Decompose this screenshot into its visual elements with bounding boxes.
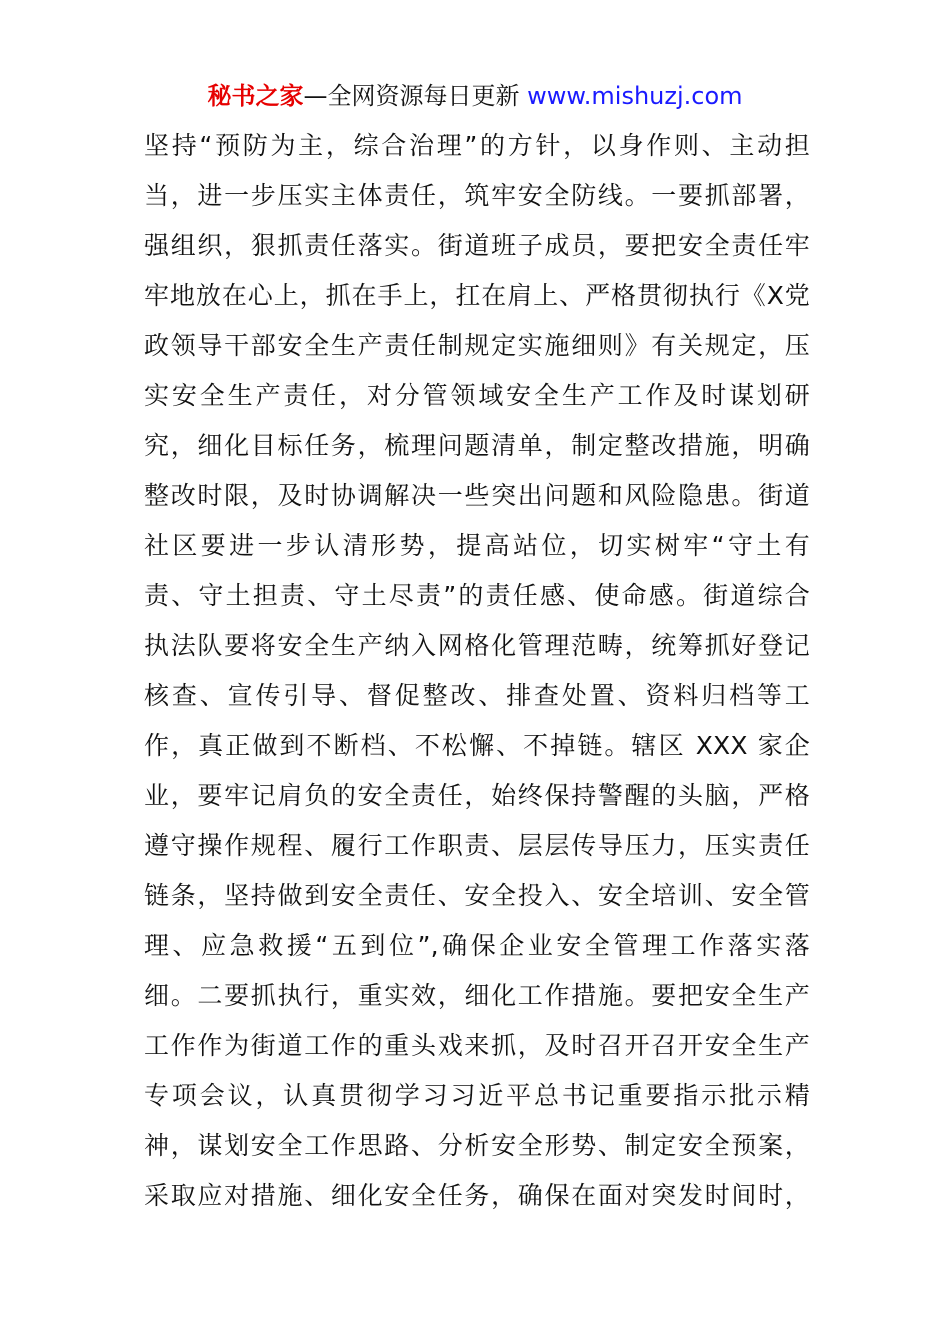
text-line: 当，进一步压实主体责任，筑牢安全防线。一要抓部署， xyxy=(144,181,810,210)
text-line: 采取应对措施、细化安全任务，确保在面对突发时间时， xyxy=(144,1181,810,1210)
text-line: 坚持“预防为主，综合治理”的方针，以身作则、主动担 xyxy=(144,131,810,160)
text-line: 专项会议，认真贯彻学习习近平总书记重要指示批示精 xyxy=(144,1081,810,1110)
brand-name: 秘书之家 xyxy=(207,82,304,110)
text-line: 作，真正做到不断档、不松懈、不掉链。辖区 XXX 家企 xyxy=(144,731,810,760)
text-line: 核查、宣传引导、督促整改、排查处置、资料归档等工 xyxy=(144,681,810,710)
text-line: 责、守土担责、守土尽责”的责任感、使命感。街道综合 xyxy=(144,581,810,610)
text-line: 牢地放在心上，抓在手上，扛在肩上、严格贯彻执行《X党 xyxy=(144,281,810,310)
text-line: 实安全生产责任，对分管领域安全生产工作及时谋划研 xyxy=(144,381,810,410)
text-line: 工作作为街道工作的重头戏来抓，及时召开召开安全生产 xyxy=(144,1031,810,1060)
page-header xyxy=(0,78,950,114)
text-line: 执法队要将安全生产纳入网格化管理范畴，统筹抓好登记 xyxy=(144,631,810,660)
text-line: 强组织，狠抓责任落实。街道班子成员，要把安全责任牢 xyxy=(144,231,810,260)
text-line: 遵守操作规程、履行工作职责、层层传导压力，压实责任 xyxy=(144,831,810,860)
text-line: 业，要牢记肩负的安全责任，始终保持警醒的头脑，严格 xyxy=(144,781,810,810)
text-line: 神，谋划安全工作思路、分析安全形势、制定安全预案， xyxy=(144,1131,810,1160)
header-tagline: —全网资源每日更新 xyxy=(303,82,520,110)
body-text xyxy=(144,121,810,1221)
text-line: 社区要进一步认清形势，提高站位，切实树牢“守土有 xyxy=(144,531,810,560)
text-line: 政领导干部安全生产责任制规定实施细则》有关规定，压 xyxy=(144,331,810,360)
text-line: 理、应急救援“五到位”,确保企业安全管理工作落实落 xyxy=(144,931,810,960)
text-line: 链条，坚持做到安全责任、安全投入、安全培训、安全管 xyxy=(144,881,810,910)
text-line: 究，细化目标任务，梳理问题清单，制定整改措施，明确 xyxy=(144,431,810,460)
website-link[interactable]: www.mishuzj.com xyxy=(527,82,743,110)
text-line: 整改时限，及时协调解决一些突出问题和风险隐患。街道 xyxy=(144,481,810,510)
text-line: 细。二要抓执行，重实效，细化工作措施。要把安全生产 xyxy=(144,981,810,1010)
